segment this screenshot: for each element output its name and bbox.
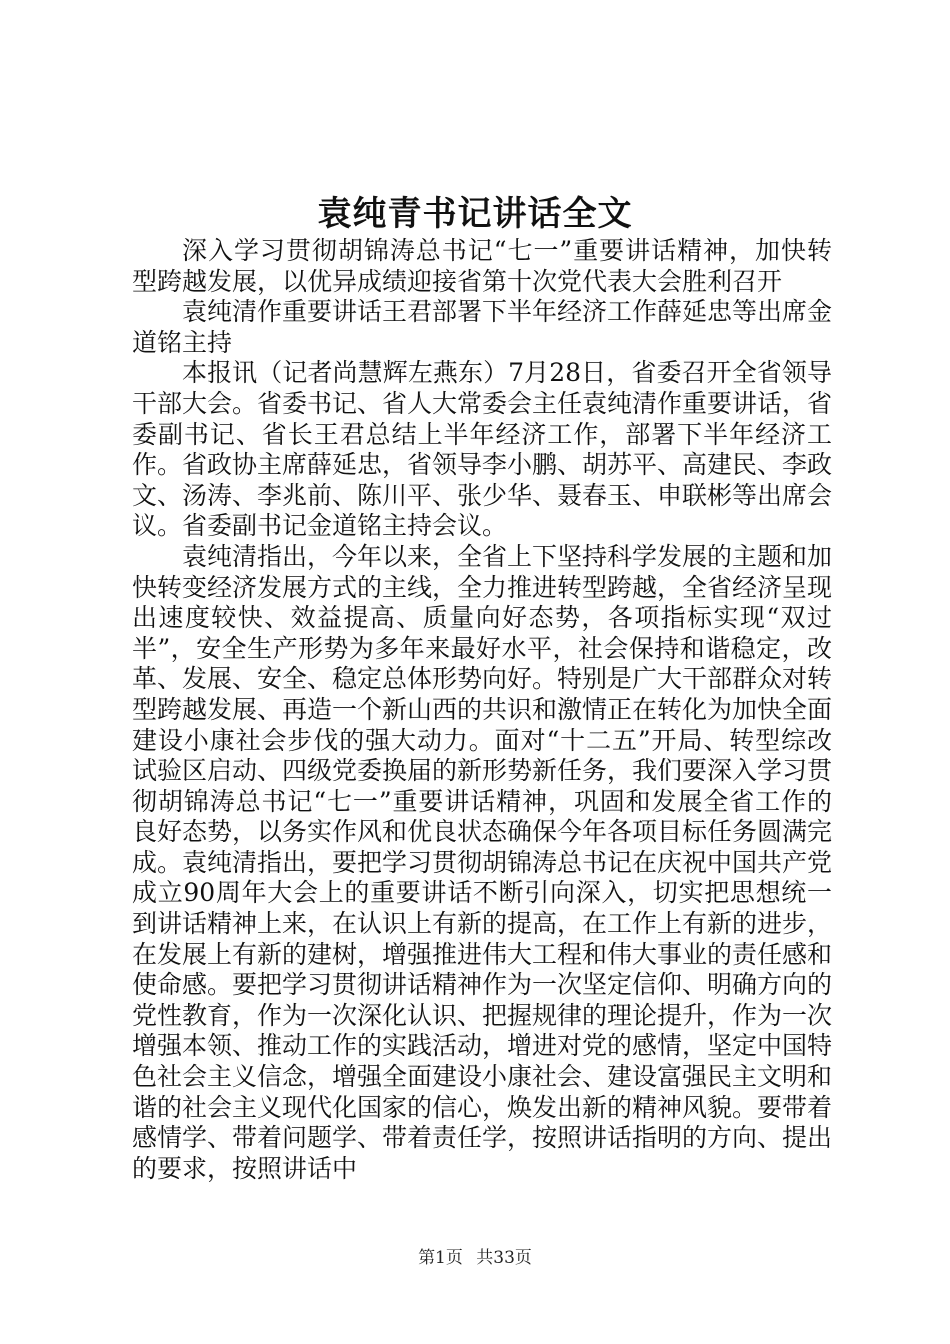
document-title: 袁纯青书记讲话全文 [317, 194, 633, 234]
paragraph-subtitle: 深入学习贯彻胡锦涛总书记“七一”重要讲话精神，加快转型跨越发展，以优异成绩迎接省第十次党代表大会胜利召开 [132, 236, 832, 296]
paragraph-speech: 袁纯清指出，今年以来，全省上下坚持科学发展的主题和加快转变经济发展方式的主线，全力推进转型跨越，全省经济呈现出速度较快、效益提高、质量向好态势，各项指标实现“双过半”，安全生产形势为多年来最好水平，社会保持和谐稳定，改革、发展、安全、稳定总体形势向好。特别是广大干部群众对转型跨越发展、再造一个新山西的共识和激情正在转化为加快全面建设小康社会步伐的强大动力。面对“十二五”开局、转型综改试验区启动、四级党委换届的新形势新任务，我们要深入学习贯彻胡锦涛总书记“七一”重要讲话精神，巩固和发展全省工作的良好态势，以务实作风和优良状态确保今年各项目标任务圆满完成。袁纯清指出，要把学习贯彻胡锦涛总书记在庆祝中国共产党成立90周年大会上的重要讲话不断引向深入，切实把思想统一到讲话精神上来，在认识上有新的提高，在工作上有新的进步，在发展上有新的建树，增强推进伟大工程和伟大事业的责任感和使命感。要把学习贯彻讲话精神作为一次坚定信仰、明确方向的党性教育，作为一次深化认识、把握规律的理论提升，作为一次增强本领、推动工作的实践活动，增进对党的感情，坚定中国特色社会主义信念，增强全面建设小康社会、建设富强民主文明和谐的社会主义现代化国家的信心，焕发出新的精神风貌。要带着感情学、带着问题学、带着责任学，按照讲话指明的方向、提出的要求，按照讲话中 [132, 541, 833, 1183]
paragraph-headline: 袁纯清作重要讲话王君部署下半年经济工作薛延忠等出席金道铭主持 [132, 297, 833, 357]
document-body [132, 236, 832, 1184]
page-footer [0, 1243, 950, 1268]
page-total: 共33页 [476, 1248, 532, 1268]
paragraph-report: 本报讯（记者尚慧辉左燕东）7月28日，省委召开全省领导干部大会。省委书记、省人大常委会主任袁纯清作重要讲话，省委副书记、省长王君总结上半年经济工作，部署下半年经济工作。省政协主席薛延忠，省领导李小鹏、胡苏平、高建民、李政文、汤涛、李兆前、陈川平、张少华、聂春玉、申联彬等出席会议。省委副书记金道铭主持会议。 [132, 358, 833, 541]
page-number: 第1页 [418, 1248, 463, 1268]
